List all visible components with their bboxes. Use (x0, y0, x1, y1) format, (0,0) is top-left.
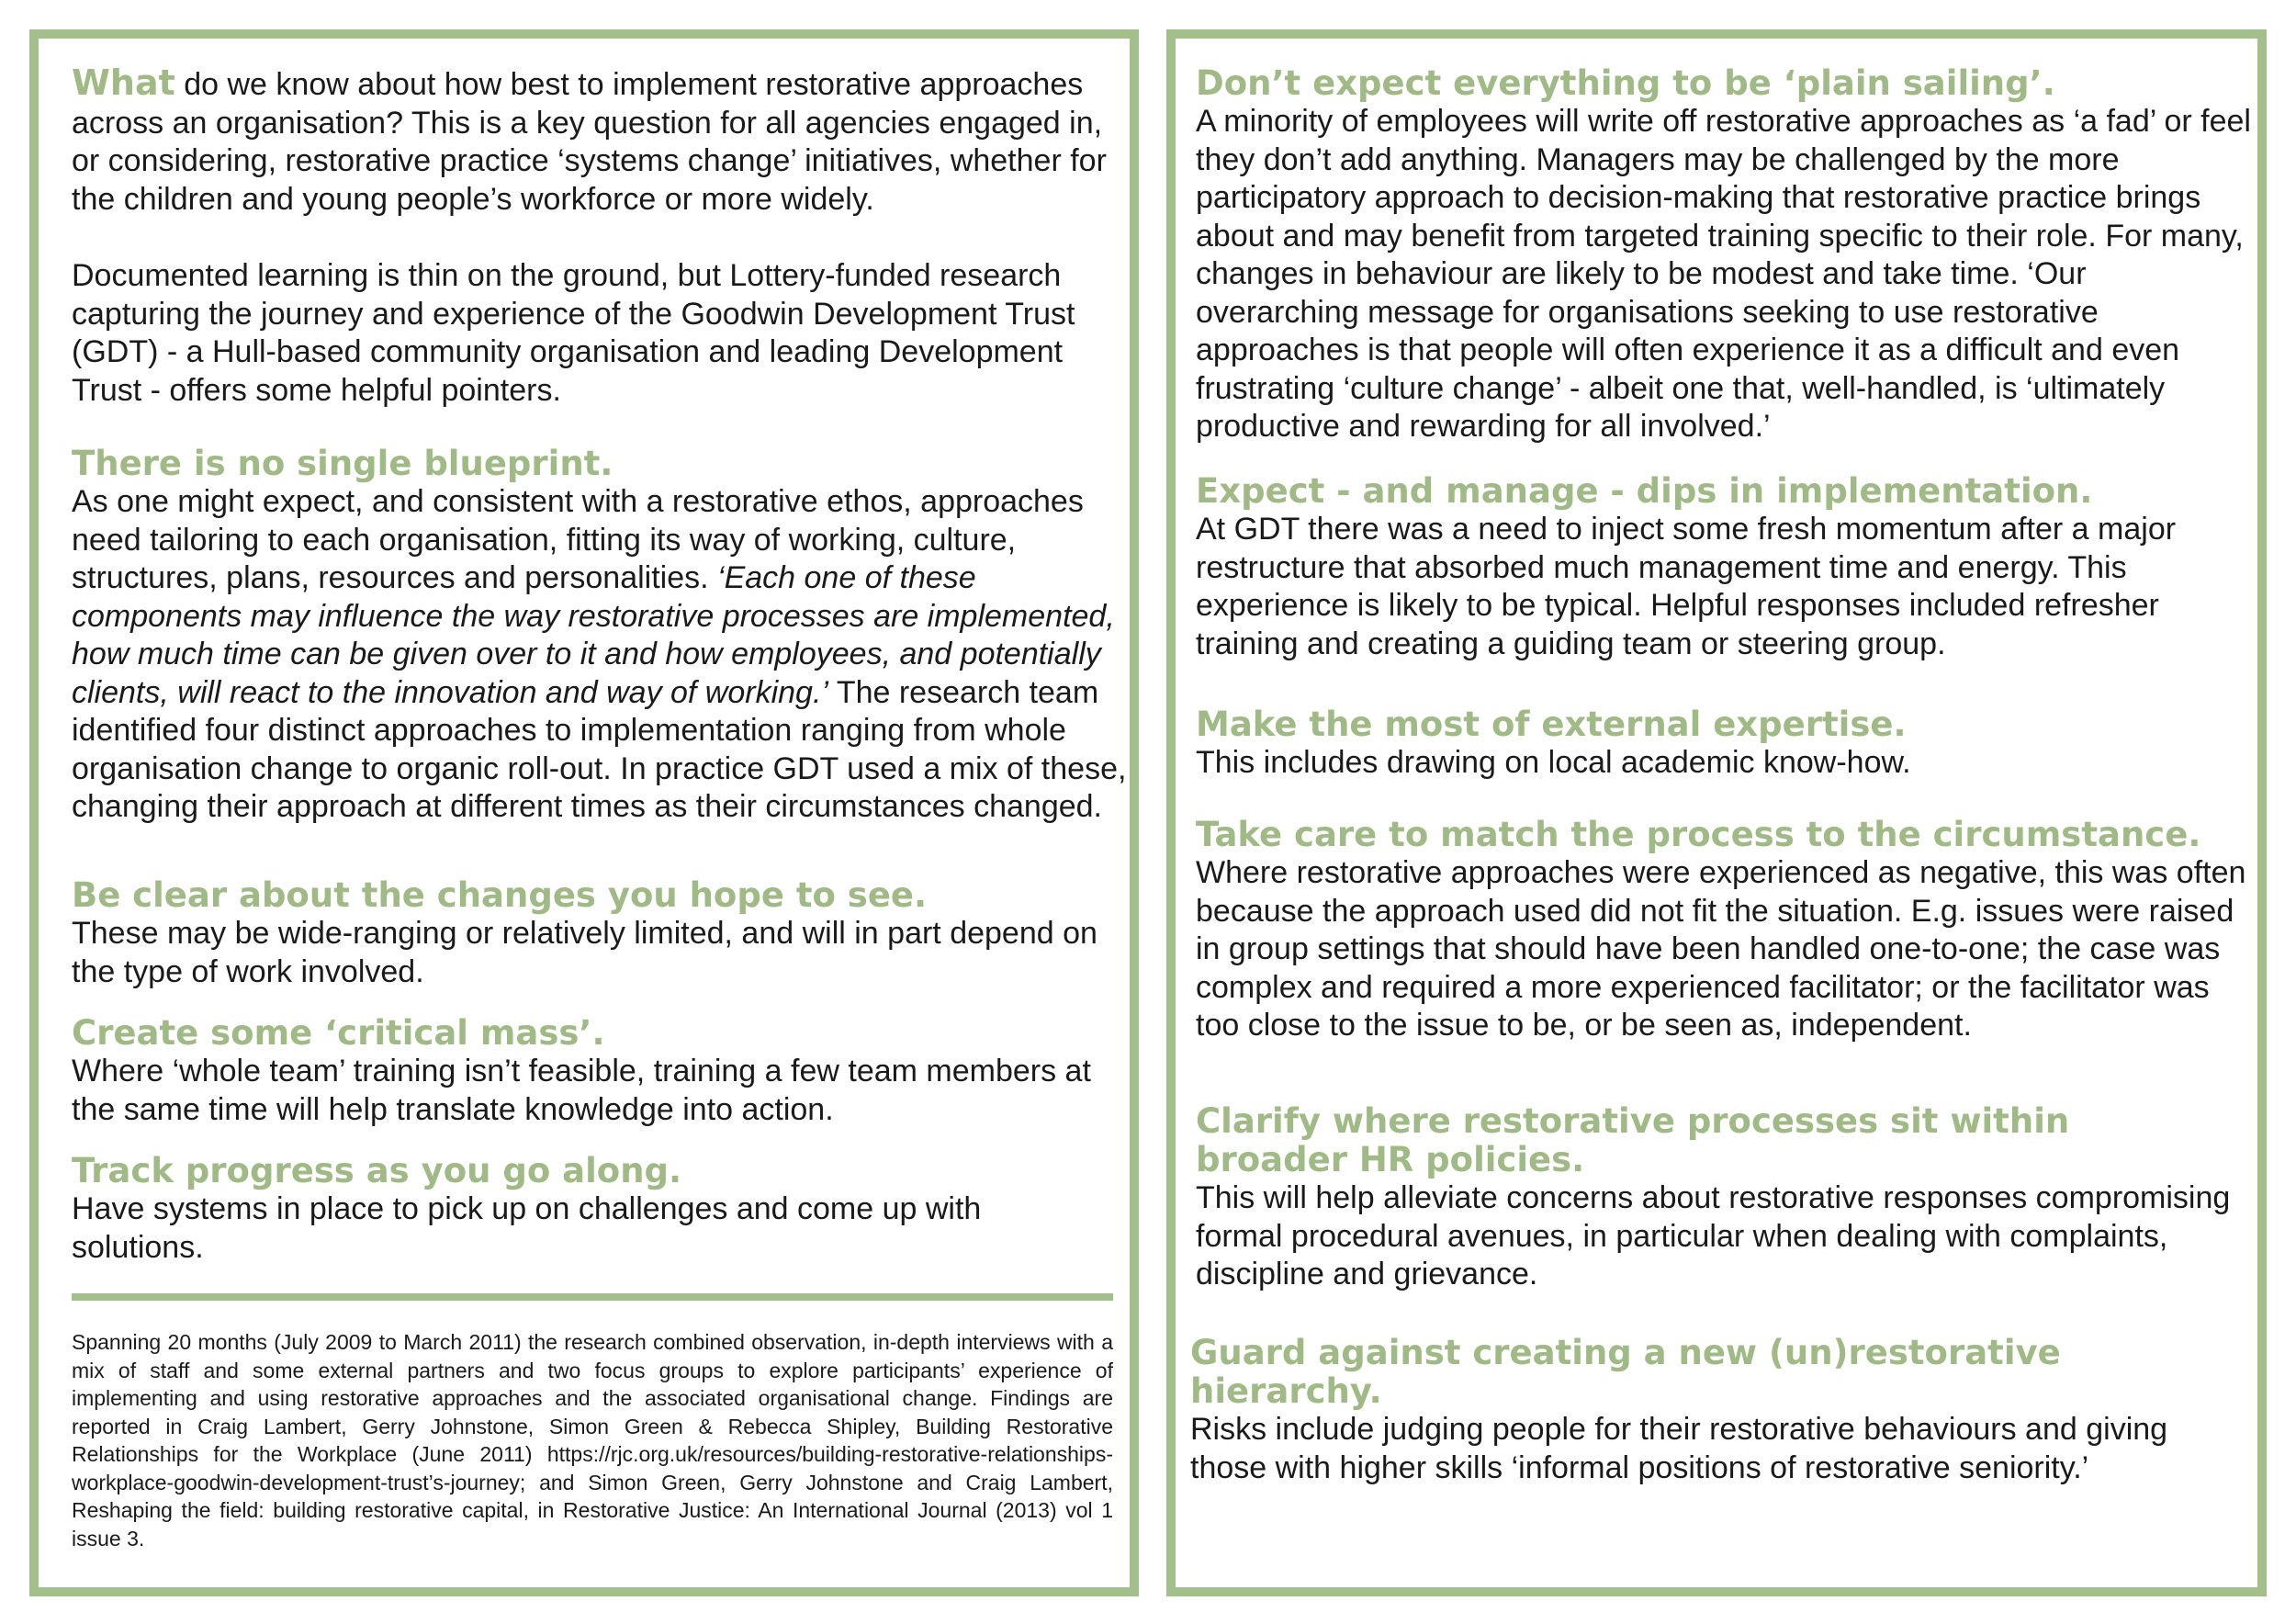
track-heading: Track progress as you go along. (72, 1151, 682, 1190)
hr-section (1196, 1102, 2252, 1294)
blueprint-heading: There is no single blueprint. (72, 444, 613, 483)
hr-heading: Clarify where restorative processes sit within broader HR policies. (1196, 1101, 2070, 1179)
blueprint-paragraph (72, 483, 1128, 827)
mass-paragraph: Where ‘whole team’ training isn’t feasible, training a few team members at the same time will help translate knowledge into action. (72, 1054, 1091, 1127)
intro-lead-word: What (72, 62, 175, 103)
hierarchy-section (1190, 1334, 2246, 1487)
mass-heading: Create some ‘critical mass’. (72, 1013, 605, 1053)
match-paragraph: Where restorative approaches were experienced as negative, this was often because the approach used did not fit the situation. E.g. issues were raised in group settings that should have been handled one-to-one; the case was complex and required a more experienced facilitator; or the facilitator was too close to the issue to be, or be seen as, independent. (1196, 855, 2246, 1043)
clear-section (72, 876, 1128, 991)
track-paragraph: Have systems in place to pick up on challenges and come up with solutions. (72, 1191, 982, 1265)
dips-heading: Expect - and manage - dips in implementation. (1196, 471, 2093, 511)
match-section (1196, 816, 2252, 1045)
sailing-paragraph: A minority of employees will write off restorative approaches as ‘a fad’ or feel they don’t add anything. Managers may be challenged by the more participatory approach to decision-making that restorative practice brings about and may benefit from targeted training specific to their role. For many, changes in behaviour are likely to be modest and take time. ‘Our overarching message for organisations seeking to use restorative approaches is that people will often experience it as a difficult and even frustrating ‘culture change’ - albeit one that, well-handled, is ‘ultimately productive and rewarding for all involved.’ (1196, 104, 2251, 444)
track-section (72, 1152, 1082, 1267)
blueprint-text-b: The research team identified four distinct approaches to implementation ranging from whole organisation change to organic roll-out. In practice GDT used a mix of these, changing their approach at different times as their circumstances changed. (72, 674, 1127, 824)
footnote-section (72, 1328, 1113, 1552)
documented-paragraph: Documented learning is thin on the ground, but Lottery-funded research capturing the journey and experience of the Goodwin Development Trust (GDT) - a Hull-based community organisation and leading Development Trust - offers some helpful pointers. (72, 258, 1075, 408)
documented-section (72, 257, 1109, 410)
blueprint-section (72, 445, 1128, 827)
match-heading: Take care to match the process to the circumstance. (1196, 815, 2201, 854)
hierarchy-paragraph: Risks include judging people for their restorative behaviours and giving those with higher skills ‘informal positions of restorative seniority.’ (1190, 1412, 2168, 1485)
clear-paragraph: These may be wide-ranging or relatively limited, and will in part depend on the type of work involved. (72, 916, 1097, 989)
expertise-paragraph: This includes drawing on local academic know-how. (1196, 745, 1911, 780)
footnote-paragraph: Spanning 20 months (July 2009 to March 2011) the research combined observation, in-depth interviews with a mix of staff and some external partners and two focus groups to explore participants’ experience of implementing and using restorative approaches and the associated organisational change. Findings are reported in Craig Lambert, Gerry Johnstone, Simon Green & Rebecca Shipley, Building Restorative Relationships for the Workplace (June 2011) https://rjc.org.uk/resources/building-restorative-relationships-workplace-goodwin-development-trust’s-journey; and Simon Green, Gerry Johnstone and Craig Lambert, Reshaping the field: building restorative capital, in Restorative Justice: An International Journal (2013) vol 1 issue 3. (72, 1330, 1113, 1551)
intro-text: do we know about how best to implement restorative approaches across an organisation? This is a key question for all agencies engaged in, or considering, restorative practice ‘systems change’ initiatives, whether for the children and young people’s workforce or more widely. (72, 67, 1107, 217)
footnote-divider (72, 1293, 1113, 1301)
intro-paragraph (72, 64, 1128, 219)
blueprint-text-a: As one might expect, and consistent with a restorative ethos, approaches need tailoring to each organisation, fitting its way of working, culture, structures, plans, resources and personalities. (72, 484, 1084, 595)
sailing-section (1196, 64, 2252, 446)
mass-section (72, 1014, 1128, 1129)
clear-heading: Be clear about the changes you hope to see. (72, 875, 928, 915)
hr-paragraph: This will help alleviate concerns about restorative responses compromising formal procedural avenues, in particular when dealing with complaints, discipline and grievance. (1196, 1180, 2231, 1291)
hierarchy-heading: Guard against creating a new (un)restorative hierarchy. (1190, 1333, 2061, 1411)
blueprint-quote: ‘Each one of these components may influence the way restorative processes are implemented, how much time can be given over to it and how employees, and potentially clients, will react to the innovation and way of working.’ (72, 560, 1115, 710)
dips-paragraph: At GDT there was a need to inject some fresh momentum after a major restructure that absorbed much management time and energy. This experience is likely to be typical. Helpful responses included refresher training and creating a guiding team or steering group. (1196, 512, 2177, 661)
intro-section (72, 64, 1128, 219)
expertise-heading: Make the most of external expertise. (1196, 705, 1907, 744)
dips-section (1196, 472, 2252, 663)
sailing-heading: Don’t expect everything to be ‘plain sailing’. (1196, 63, 2055, 103)
expertise-section (1196, 705, 2252, 783)
